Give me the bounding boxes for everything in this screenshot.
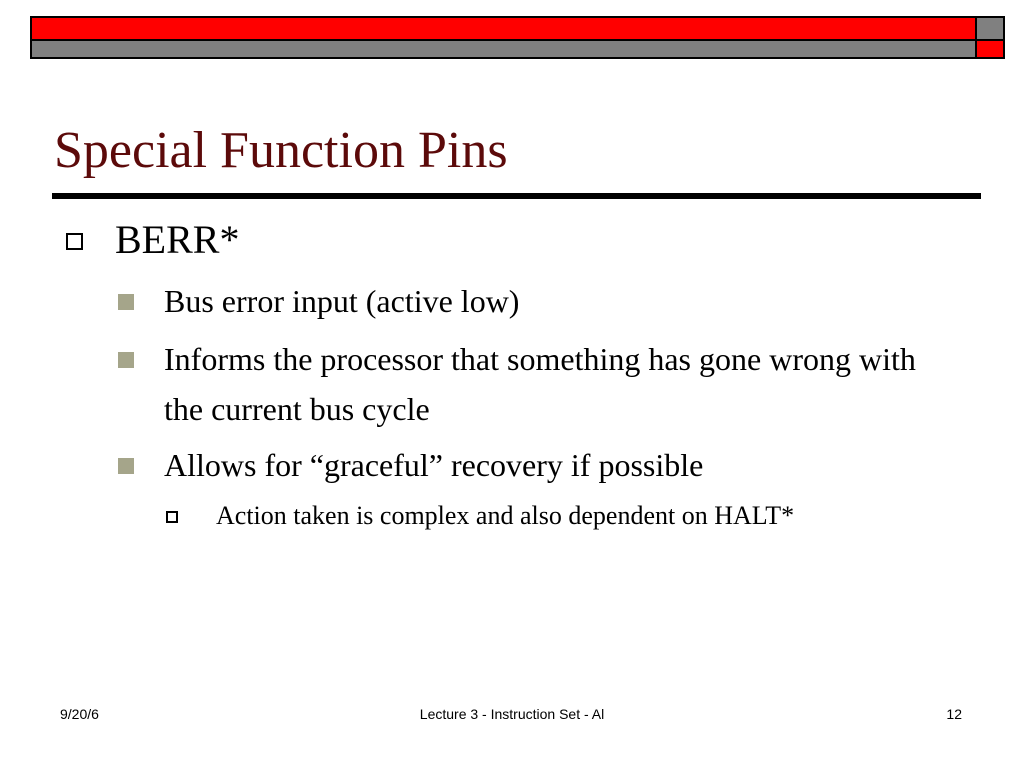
- bullet-text: Action taken is complex and also dependent on HALT*: [216, 501, 795, 530]
- bullet-level2: [118, 440, 918, 490]
- title-underline: [52, 193, 981, 199]
- bullet-text: Informs the processor that something has gone wrong with the current bus cycle: [164, 341, 916, 427]
- bullet-level2: [118, 334, 918, 434]
- bullet-level1: [66, 216, 239, 264]
- decorative-header-bar: [30, 16, 1005, 59]
- footer-lecture-title: Lecture 3 - Instruction Set - Al: [419, 706, 605, 722]
- filled-square-bullet-icon: [118, 458, 134, 474]
- footer-page-number: 12: [946, 706, 962, 722]
- footer-date: 9/20/6: [60, 706, 99, 722]
- bullet-text: BERR*: [115, 217, 240, 262]
- decorative-red-square: [977, 41, 1003, 57]
- decorative-gray-square: [977, 18, 1003, 41]
- decorative-gray-band: [32, 41, 977, 57]
- bullet-level2: [118, 276, 918, 326]
- slide-title: Special Function Pins: [54, 122, 508, 179]
- hollow-square-bullet-icon: [66, 233, 83, 250]
- hollow-square-bullet-icon: [166, 511, 178, 523]
- bullet-level3: [166, 498, 866, 534]
- filled-square-bullet-icon: [118, 294, 134, 310]
- decorative-red-band: [32, 18, 977, 41]
- bullet-text: Allows for “graceful” recovery if possible: [164, 447, 704, 483]
- bullet-text: Bus error input (active low): [164, 283, 520, 319]
- filled-square-bullet-icon: [118, 352, 134, 368]
